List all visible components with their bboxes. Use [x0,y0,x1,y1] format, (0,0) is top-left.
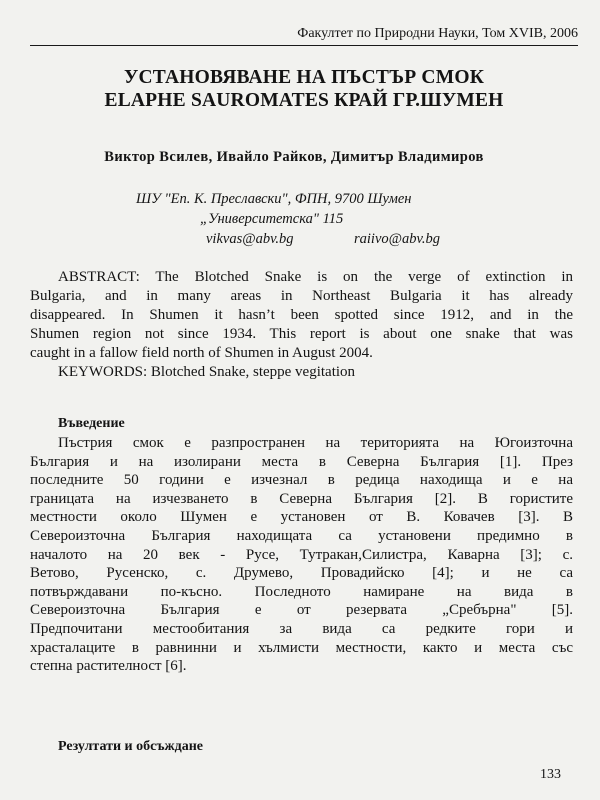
body-line: началото на 20 век - Русе, Тутракан,Силистра, Каварна [3]; с. [30,546,573,563]
title-line-2: ELAPHE SAUROMATES КРАЙ ГР.ШУМЕН [104,90,504,111]
abstract-line: disappeared. In Shumen it hasn’t been spotted since 1912, and in the [30,307,573,323]
body-line: границата на изчезването в Северна България [2]. В гористите [30,490,573,507]
introduction-heading: Въведение [58,416,125,431]
introduction-body [30,434,573,676]
body-line: Пъстрия смок е разпространен на територията на Югоизточна [58,435,573,451]
abstract-line: ABSTRACT: The Blotched Snake is on the verge of extinction in [58,269,573,285]
affiliation-line-1: ШУ "Еп. К. Преславски", ФПН, 9700 Шумен [136,191,412,207]
author-list: Виктор Всилев, Ивайло Райков, Димитър Владимиров [104,149,484,165]
affiliation-line-2: „Университетска" 115 [200,211,344,227]
results-heading: Резултати и обсъждане [58,739,204,754]
body-line: Предпочитани местообитания за вида са редките гори и [30,620,573,637]
body-line: храсталаците в равнинни и хълмисти местности, както и места със [30,639,573,656]
body-line: Североизточна България находищата са установени предимно в [30,527,573,544]
body-line: Ветово, Русенско, с. Друмево, Провадийско [4]; и не са [30,565,573,582]
abstract-line: Bulgaria, and in many areas in Northeast Bulgaria it has already [30,288,573,304]
body-line: потвърждавани по-късно. Последното намиране на вида в [30,583,573,600]
article-title [40,66,568,112]
email-2: raiivo@abv.bg [354,231,440,247]
keywords-line: KEYWORDS: Blotched Snake, steppe vegitation [58,364,356,380]
body-line: последните 50 години е изчезнал в редица находища и е на [30,472,573,489]
email-1: vikvas@abv.bg [206,231,294,247]
title-line-1: УСТАНОВЯВАНЕ НА ПЪСТЪР СМОК [123,67,485,88]
abstract-line: Shumen region not since 1934. This report is about one snake that was [30,326,573,342]
header-rule [30,45,578,46]
page-number: 133 [540,767,561,782]
body-line: България и на изолирани места в Северна България [1]. През [30,453,573,470]
body-line: Североизточна България е от резервата „Сребърна" [5]. [30,602,573,619]
body-line: местности около Шумен е установен от В. Ковачев [3]. В [30,509,573,526]
running-head: Факултет по Природни Науки, Том XVIB, 2006 [297,26,578,41]
abstract-line: caught in a fallow field north of Shumen in August 2004. [30,345,373,361]
body-line: степна растителност [6]. [30,658,187,675]
abstract-block [30,268,573,382]
